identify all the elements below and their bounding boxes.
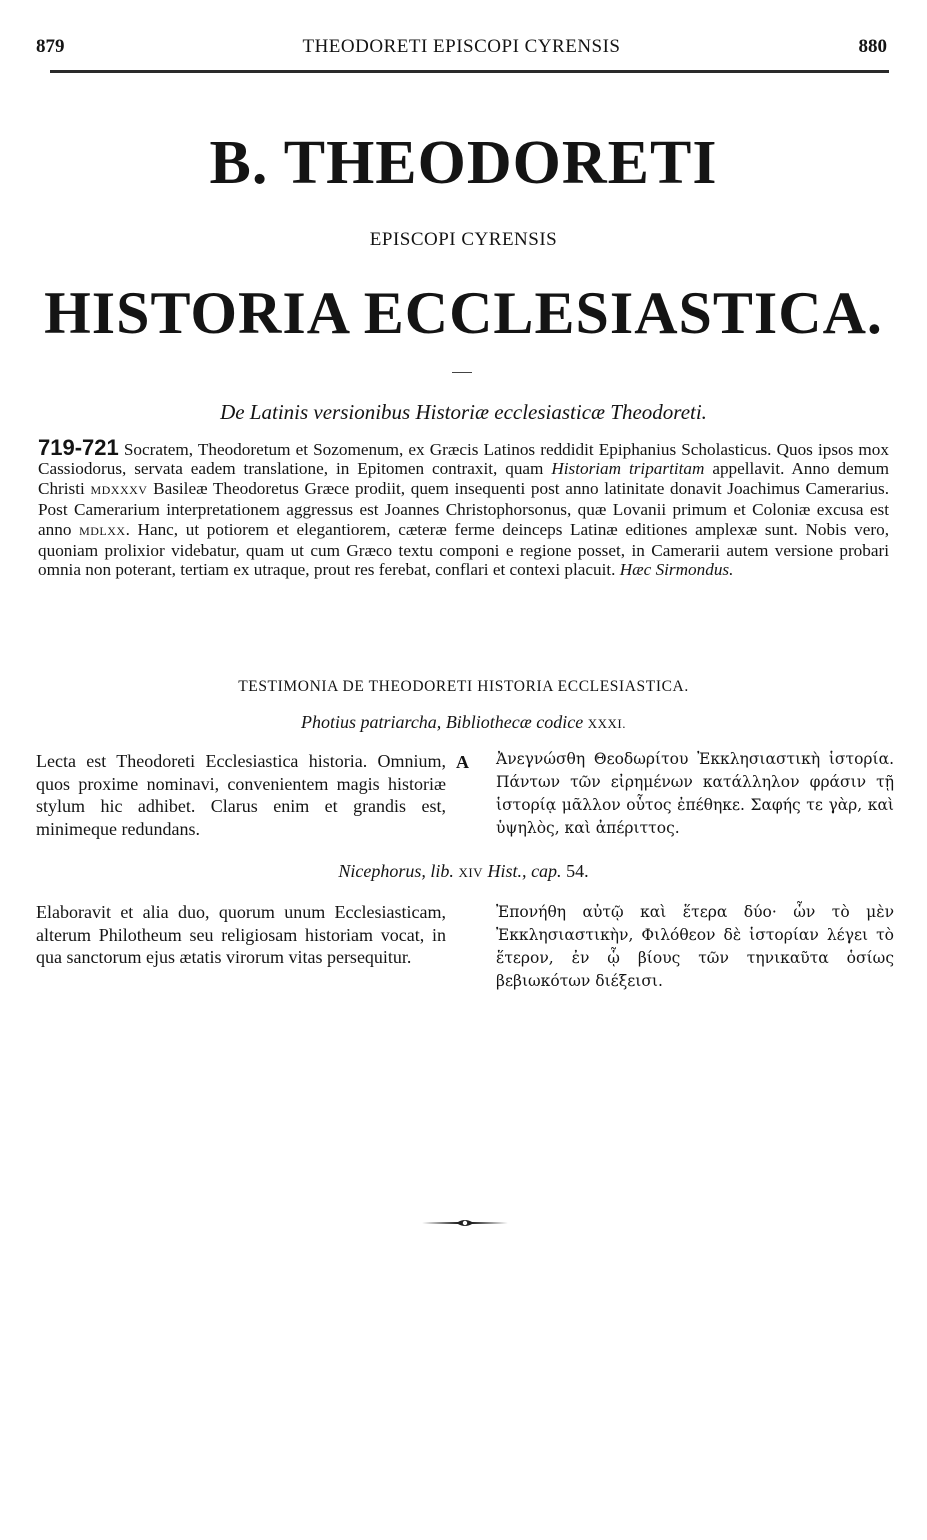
preface-year-2: MDLXX: [79, 523, 126, 538]
running-title: THEODORETI EPISCOPI CYRENSIS: [302, 36, 621, 57]
source-1-number: XXXI.: [587, 716, 627, 731]
preface-text-3: Basileæ Theodoretus Græce prodiit, quem insequenti post anno latinitate donavit Joachimus Camerarius. Post Camerarium interpretationem aggressus est Joannes Christophorsonus, quæ Lovanii primum et Coloniæ excusa est anno: [38, 478, 889, 539]
latin-text-photius: Lecta est Theodoreti Ecclesiastica historia. Omnium, quos proxime nominavi, convenientem magis historiæ stylum hic adhibet. Clarus enim et grandis est, minimeque redundans.: [36, 751, 446, 839]
title-divider: [452, 372, 472, 373]
margin-column-number: 719-721: [38, 435, 119, 460]
preface-text-2: appellavit. Anno demum Christi: [38, 459, 890, 498]
source-1-name: Photius patriarcha,: [300, 712, 442, 732]
preface-heading: De Latinis versionibus Historiæ ecclesiasticæ Theodoreti.: [220, 400, 707, 424]
end-ornament: [420, 1216, 510, 1230]
preface-text-4: . Hanc, ut potiorem et elegantiorem, cæteræ ferme deinceps Latinæ editiones amplexæ sunt. Nobis vero, quoniam prolixior videbatur, quam ut cum Græco textu componi e regione posset, in Camerarii autem versione probari omnia non poterant, tertiam ex utraque, prout res ferebat, conflari et contexi placuit.: [38, 519, 889, 580]
source-1-work: Bibliothecæ codice: [445, 712, 584, 732]
greek-text-photius: Ἀνεγνώσθη Θεοδωρίτου Ἐκκλησιαστικὴ ἱστορία. Πάντων τῶν εἰρημένων κατάλληλον φράσιν τῇ ἱστορίᾳ μᾶλλον οὗτος ἐπέθηκε. Σαφής τε γὰρ, καὶ ὑψηλὸς, καὶ ἀπέριττος.: [496, 750, 894, 837]
preface-italic-2: Hæc Sirmondus.: [619, 560, 734, 580]
source-2-name: Nicephorus,: [338, 861, 426, 881]
source-2-book: XIV: [458, 865, 484, 880]
source-nicephorus: [0, 861, 927, 882]
title-see: EPISCOPI CYRENSIS: [369, 229, 558, 250]
title-author: B. THEODORETI: [209, 129, 718, 197]
preface-italic-1: Historiam tripartitam: [551, 459, 705, 479]
greek-text-nicephorus: Ἐπονήθη αὐτῷ καὶ ἕτερα δύο· ὧν τὸ μὲν Ἐκκλησιαστικὴν, Φιλόθεον δὲ ἱστορίαν λέγει τὸ ἕτερον, ἐν ᾧ βίους τῶν τηνικαῦτα ὁσίως βεβιωκότων διέξεισι.: [496, 903, 894, 990]
preface-year-1: MDXXXV: [90, 482, 148, 497]
page-number-right: 880: [858, 36, 887, 57]
source-2-hist: Hist.,: [487, 861, 527, 881]
column-marker: A: [456, 752, 469, 772]
latin-text-nicephorus: Elaboravit et alia duo, quorum unum Ecclesiasticam, alterum Philotheum seu religiosam historiam vocat, in qua sanctorum ejus ætatis virorum vitas persequitur.: [36, 902, 446, 967]
title-work: HISTORIA ECCLESIASTICA.: [44, 280, 883, 346]
source-2-lib: lib.: [430, 861, 454, 881]
preface-text-1: Socratem, Theodoretum et Sozomenum, ex Græcis Latinos reddidit Epiphanius Scholasticus. Quos ipsos mox Cassiodorus, servata eadem translatione, in Epitomen contraxit, quam: [38, 440, 889, 479]
preface-paragraph: [38, 435, 890, 580]
source-2-cap: cap.: [531, 861, 562, 881]
source-photius: [0, 712, 927, 733]
running-header: [36, 36, 887, 60]
testimonia-heading: TESTIMONIA DE THEODORETI HISTORIA ECCLESIASTICA.: [238, 678, 689, 695]
source-2-number: 54.: [566, 861, 589, 881]
header-rule: [50, 70, 889, 73]
page-number-left: 879: [36, 36, 65, 57]
